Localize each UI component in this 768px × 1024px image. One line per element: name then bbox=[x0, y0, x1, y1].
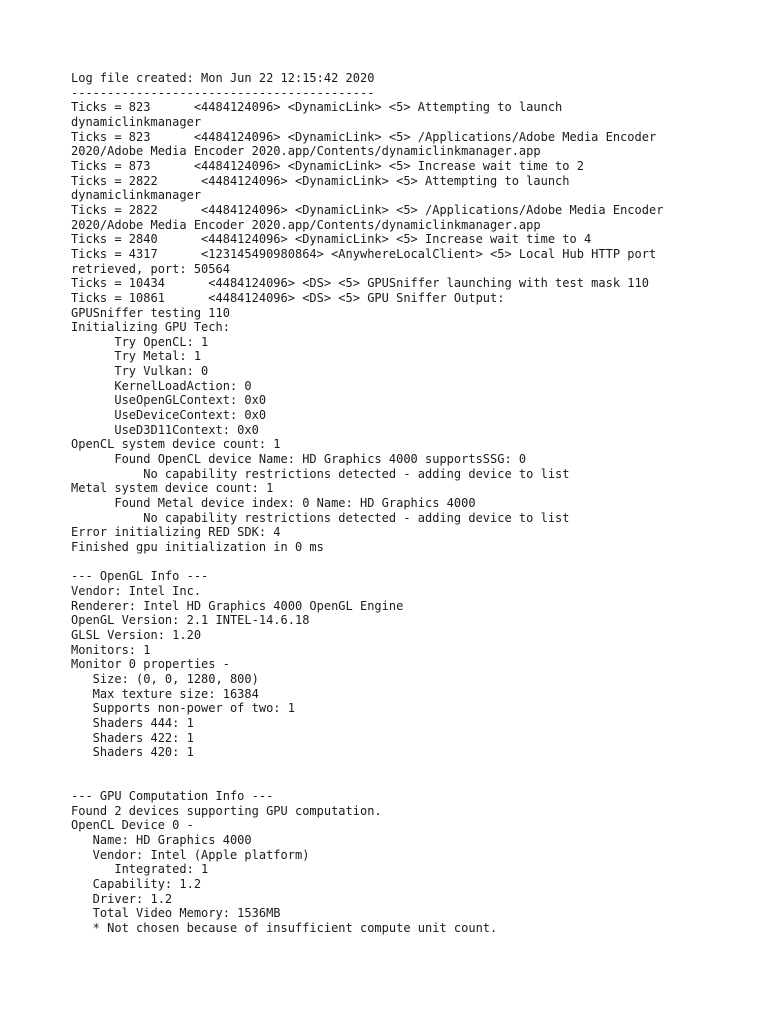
log-line: Ticks = 2840 <4484124096> <DynamicLink> <5> Increase wait time to 4 bbox=[71, 232, 592, 247]
log-line: UseD3D11Context: 0x0 bbox=[71, 422, 259, 437]
log-line: ------------------------------------------ bbox=[71, 85, 375, 100]
log-line: Ticks = 823 <4484124096> <DynamicLink> <5> Attempting to launch bbox=[71, 100, 563, 115]
log-line: Driver: 1.2 bbox=[71, 891, 173, 906]
log-line: 2020/Adobe Media Encoder 2020.app/Contents/dynamiclinkmanager.app bbox=[71, 144, 541, 159]
log-line: Integrated: 1 bbox=[71, 862, 209, 877]
log-line: Finished gpu initialization in 0 ms bbox=[71, 540, 324, 554]
log-line: Try OpenCL: 1 bbox=[71, 334, 209, 349]
log-line: Found Metal device index: 0 Name: HD Graphics 4000 bbox=[71, 496, 476, 511]
log-line: Shaders 444: 1 bbox=[71, 715, 194, 730]
log-document bbox=[71, 71, 711, 936]
log-line bbox=[71, 774, 711, 789]
log-line: dynamiclinkmanager bbox=[71, 114, 202, 129]
log-line: Size: (0, 0, 1280, 800) bbox=[71, 671, 259, 686]
log-line: Error initializing RED SDK: 4 bbox=[71, 525, 281, 540]
log-line: --- OpenGL Info --- bbox=[71, 569, 209, 584]
log-line: Total Video Memory: 1536MB bbox=[71, 906, 281, 921]
log-line: Found 2 devices supporting GPU computation. bbox=[71, 803, 382, 818]
log-line: Vendor: Intel Inc. bbox=[71, 583, 202, 598]
log-line: Vendor: Intel (Apple platform) bbox=[71, 847, 310, 862]
log-line: Max texture size: 16384 bbox=[71, 686, 259, 701]
log-line: GPUSniffer testing 110 bbox=[71, 305, 230, 320]
log-line: Found OpenCL device Name: HD Graphics 4000 supportsSSG: 0 bbox=[71, 452, 527, 467]
log-line: * Not chosen because of insufficient compute unit count. bbox=[71, 921, 498, 936]
log-line: OpenGL Version: 2.1 INTEL-14.6.18 bbox=[71, 613, 310, 628]
log-line: Renderer: Intel HD Graphics 4000 OpenGL Engine bbox=[71, 598, 404, 613]
log-line: Ticks = 2822 <4484124096> <DynamicLink> <5> Attempting to launch bbox=[71, 173, 570, 188]
log-line: Ticks = 10434 <4484124096> <DS> <5> GPUSniffer launching with test mask 110 bbox=[71, 276, 649, 291]
log-line: No capability restrictions detected - adding device to list bbox=[71, 510, 570, 525]
log-line: Name: HD Graphics 4000 bbox=[71, 833, 252, 848]
log-line: Ticks = 4317 <123145490980864> <AnywhereLocalClient> <5> Local Hub HTTP port bbox=[71, 246, 657, 261]
log-line: Ticks = 2822 <4484124096> <DynamicLink> <5> /Applications/Adobe Media Encoder bbox=[71, 202, 664, 217]
log-line: 2020/Adobe Media Encoder 2020.app/Contents/dynamiclinkmanager.app bbox=[71, 217, 541, 232]
log-line: Monitors: 1 bbox=[71, 642, 151, 657]
log-line bbox=[71, 760, 711, 775]
log-line: Initializing GPU Tech: bbox=[71, 320, 230, 335]
log-line: No capability restrictions detected - adding device to list bbox=[71, 466, 570, 481]
log-line: Ticks = 823 <4484124096> <DynamicLink> <5> /Applications/Adobe Media Encoder bbox=[71, 129, 657, 144]
log-line: Shaders 420: 1 bbox=[71, 745, 194, 760]
log-line: Ticks = 10861 <4484124096> <DS> <5> GPU Sniffer Output: bbox=[71, 290, 505, 305]
log-line: Metal system device count: 1 bbox=[71, 481, 274, 496]
log-line: Monitor 0 properties - bbox=[71, 657, 230, 672]
log-line: Try Vulkan: 0 bbox=[71, 364, 209, 379]
log-line: Supports non-power of two: 1 bbox=[71, 701, 295, 716]
log-line: retrieved, port: 50564 bbox=[71, 261, 230, 276]
log-line: --- GPU Computation Info --- bbox=[71, 789, 274, 804]
log-line: OpenCL system device count: 1 bbox=[71, 437, 281, 452]
log-line: Shaders 422: 1 bbox=[71, 730, 194, 745]
log-line: UseOpenGLContext: 0x0 bbox=[71, 393, 267, 408]
log-line: UseDeviceContext: 0x0 bbox=[71, 408, 267, 423]
log-line: Try Metal: 1 bbox=[71, 349, 202, 364]
log-line: dynamiclinkmanager bbox=[71, 188, 202, 203]
log-line: KernelLoadAction: 0 bbox=[71, 378, 252, 393]
log-line: Capability: 1.2 bbox=[71, 877, 202, 892]
log-line: OpenCL Device 0 - bbox=[71, 818, 194, 833]
log-line: Log file created: Mon Jun 22 12:15:42 2020 bbox=[71, 71, 375, 85]
log-line bbox=[71, 555, 711, 570]
log-line: Ticks = 873 <4484124096> <DynamicLink> <5> Increase wait time to 2 bbox=[71, 158, 584, 173]
log-line: GLSL Version: 1.20 bbox=[71, 627, 202, 642]
